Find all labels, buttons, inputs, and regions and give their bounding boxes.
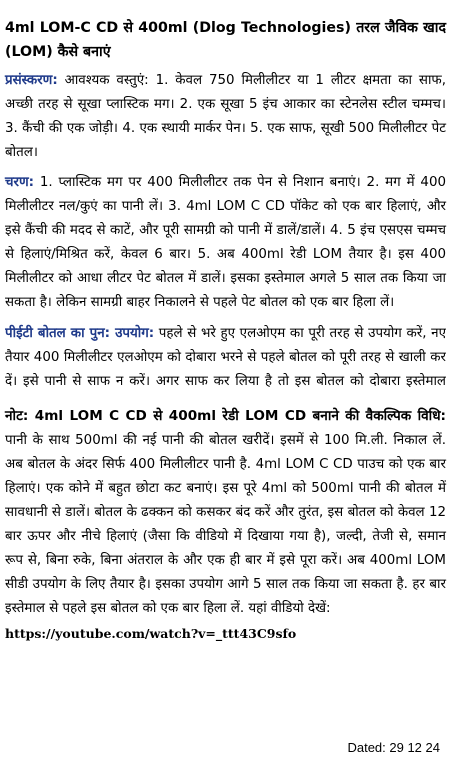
video-link[interactable]: https://youtube.com/watch?v=_ttt43C9sfo (5, 626, 297, 641)
steps-section (5, 171, 446, 315)
document-page (5, 0, 446, 643)
reuse-text: पहले से भरे हुए एलओएम का पूरी तरह से उपयोग करें, नए तैयार 400 मिलीलीटर एलओएम को दोबारा भरने से पहले बोतल को पूरी तरह से खाली कर दें। इसे पानी से साफ न करें। अगर साफ कर लिया है तो इस बोतल को दोबारा इस्तेमाल (5, 326, 446, 389)
steps-label: चरण: (5, 175, 35, 190)
note-text: पानी के साथ 500ml की नई पानी की बोतल खरीदें। इसमें से 100 मि.ली. निकाल लें. अब बोतल के अंदर सिर्फ 400 मिलीलीटर पानी है. 4ml LOM C CD पाउच को एक बार हिलाएं। एक कोने में बहुत छोटा कट बनाएं। इस पूरे 4ml को 500ml पानी की बोतल में सावधानी से डालें। बोतल के ढक्कन को कसकर बंद करें और तुरंत, इस बोतल को केवल 12 बार ऊपर और नीचे हिलाएं (जैसा कि वीडियो में दिखाया गया है), जल्दी, तेजी से, समान रूप से, बिना रुके, बिना अंतराल के और एक ही बार में इसे पूरा करें। अब 400ml LOM सीडी उपयोग के लिए तैयार है। इसका उपयोग आगे 5 साल तक किया जा सकता है. हर बार इस्तेमाल से पहले इस बोतल को एक बार हिला लें. यहां वीडियो देखें: (5, 433, 446, 616)
steps-text: 1. प्लास्टिक मग पर 400 मिलीलीटर तक पेन से निशान बनाएं। 2. मग में 400 मिलीलीटर नल/कुएं का पानी लें। 3. 4ml LOM C CD पॉकेट को एक बार हिलाएं, और इसे कैंची की मदद से काटें, और पूरी सामग्री को पानी में डालें/डालें। 4. 5 इंच एसएस चम्मच से हिलाएं/मिश्रित करें, केवल 6 बार। 5. अब 400ml रेडी LOM तैयार है। इस 400 मिलीलीटर को आधा लीटर पेट बोतल में डालें। इसका इस्तेमाल अगले 5 साल तक किया जा सकता है। लेकिन सामग्री बाहर निकालने से पहले पेट बोतल को एक बार हिला लें। (5, 175, 446, 310)
processing-text: आवश्यक वस्तुएं: 1. केवल 750 मिलीलीटर या 1 लीटर क्षमता का साफ, अच्छी तरह से सूखा प्लास्टिक मग। 2. एक सूखा 5 इंच आकार का स्टेनलेस स्टील चम्मच। 3. कैंची की एक जोड़ी। 4. एक स्थायी मार्कर पेन। 5. एक साफ, सूखी 500 मिलीलीटर पेट बोतल। (5, 73, 446, 160)
note-label: नोट: 4ml LOM C CD से 400ml रेडी LOM CD बनाने की वैकल्पिक विधि: (5, 408, 446, 424)
reuse-label: पीईटी बोतल का पुन: उपयोग: (5, 326, 155, 341)
processing-label: प्रसंस्करण: (5, 73, 58, 88)
document-title: 4ml LOM-C CD से 400ml (Dlog Technologies) तरल जैविक खाद (LOM) कैसे बनाएं (5, 20, 446, 60)
note-section (5, 404, 446, 621)
reuse-section (5, 322, 446, 392)
processing-section (5, 69, 446, 165)
dated-label: Dated: 29 12 24 (347, 740, 440, 755)
